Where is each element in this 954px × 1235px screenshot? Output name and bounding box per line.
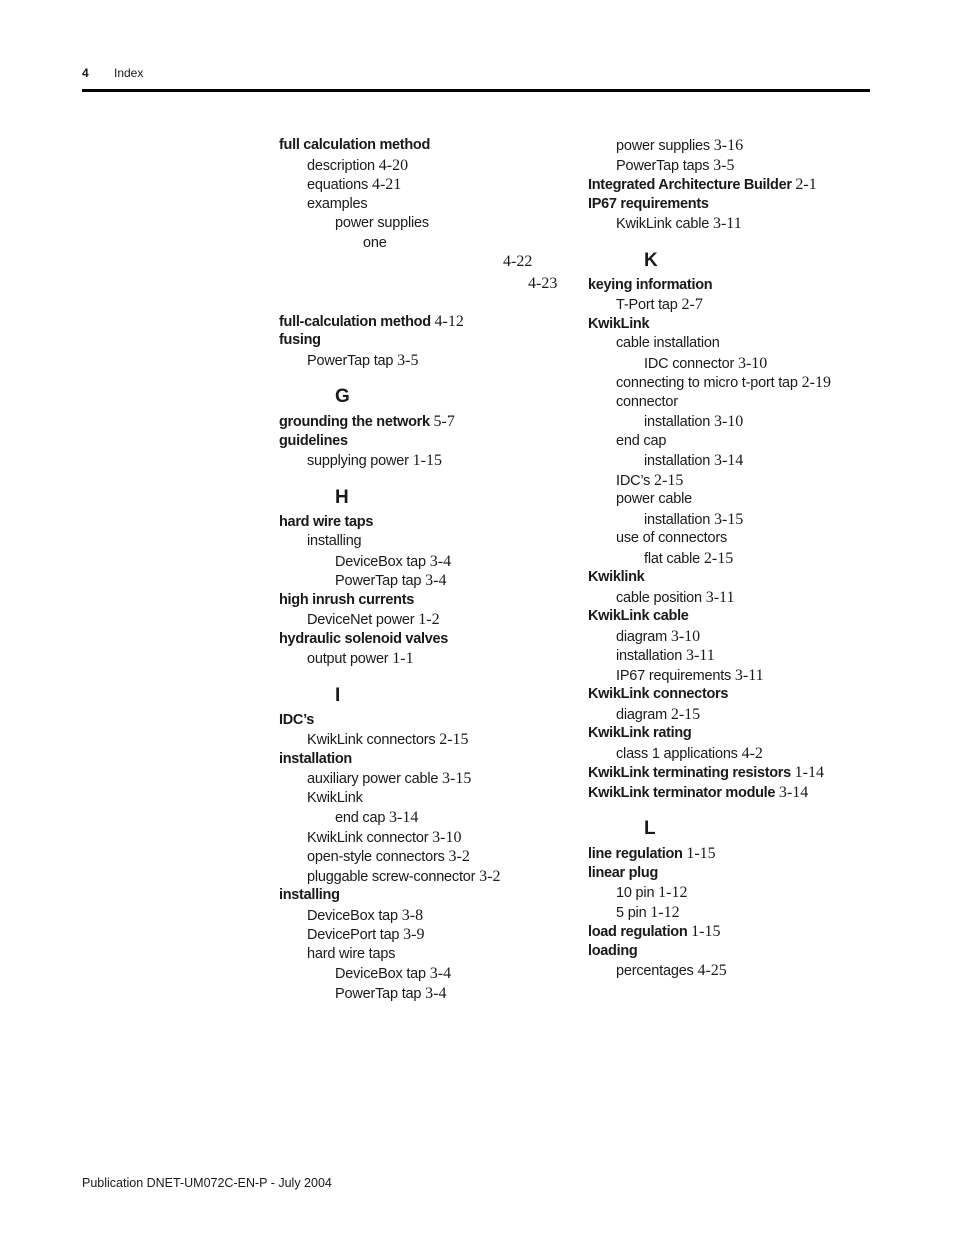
index-term: linear plug [588, 864, 659, 881]
index-subentry [616, 883, 687, 903]
index-term: KwikLink terminator module [588, 784, 776, 801]
index-page-ref: 1-2 [418, 611, 440, 628]
index-page-ref: 4-25 [697, 962, 727, 979]
index-term: load regulation [588, 924, 688, 940]
index-page-ref: 4-22 [503, 253, 533, 270]
section-title: Index [114, 66, 144, 80]
index-term: installation [279, 750, 352, 767]
index-subentry [616, 588, 734, 608]
index-entry [588, 724, 691, 743]
index-subentry [307, 175, 401, 195]
index-page-ref: 2-15 [654, 471, 684, 489]
index-term: examples [307, 195, 368, 212]
index-term: cable position [616, 589, 702, 606]
index-term: 10 pin [616, 885, 655, 901]
index-subentry [307, 610, 440, 630]
index-subentry [616, 529, 727, 548]
index-page-ref: 3-14 [713, 452, 744, 469]
index-subentry [335, 552, 451, 572]
index-page-ref: 1-1 [392, 650, 414, 667]
index-term: KwikLink [588, 315, 650, 332]
index-term: installation [644, 511, 711, 528]
index-term: end cap [616, 432, 667, 449]
index-subentry [307, 730, 469, 750]
index-page-ref: 3-5 [713, 156, 735, 174]
index-term: pluggable screw-connector [307, 868, 476, 885]
index-entry [588, 315, 649, 334]
index-entry [279, 312, 464, 332]
index-term: KwikLink terminating resistors [588, 765, 791, 781]
index-subentry [307, 945, 395, 964]
index-page-ref: 3-11 [734, 666, 764, 684]
index-subentry [616, 705, 700, 725]
index-entry [588, 195, 709, 214]
index-term: KwikLink rating [588, 725, 692, 741]
index-subentry [335, 214, 429, 233]
index-letter-heading: G [335, 386, 350, 407]
index-subentry [616, 627, 700, 647]
index-entry [588, 942, 637, 961]
index-entry [279, 886, 340, 905]
index-page-ref: 3-11 [685, 647, 715, 664]
index-entry [279, 591, 414, 610]
index-subentry [616, 393, 678, 412]
index-page-ref: 3-14 [389, 809, 419, 826]
index-subentry [307, 847, 470, 867]
index-term: DeviceBox tap [335, 966, 426, 982]
index-term: high inrush currents [279, 591, 414, 608]
index-page-ref: 4-20 [378, 156, 409, 174]
index-term: auxiliary power cable [307, 771, 439, 787]
index-subentry [616, 471, 683, 491]
index-subentry [335, 571, 446, 591]
index-letter-heading: K [644, 249, 658, 271]
index-page-ref: 2-19 [801, 374, 831, 391]
index-subentry [307, 532, 361, 551]
index-subentry [307, 925, 424, 945]
index-term: IDC’s [279, 711, 315, 728]
index-page-ref: 4-2 [741, 744, 763, 762]
index-term: DevicePort tap [307, 927, 400, 943]
index-subentry [363, 234, 387, 253]
index-term: installing [307, 533, 362, 549]
index-term: diagram [616, 628, 667, 645]
index-subentry [644, 451, 743, 471]
index-subentry [307, 649, 414, 669]
index-entry [588, 783, 808, 803]
index-entry [279, 412, 455, 432]
index-term: end cap [335, 810, 386, 826]
index-page-ref: 2-15 [439, 731, 469, 748]
index-term: DeviceBox tap [335, 553, 426, 570]
index-subentry [644, 510, 743, 530]
index-entry [588, 763, 824, 783]
index-page-ref: 4-12 [434, 312, 464, 330]
index-subentry [616, 295, 703, 315]
index-subentry [307, 351, 418, 371]
index-page-ref: 3-10 [432, 828, 462, 846]
header-rule [82, 89, 870, 92]
index-letter-heading: H [335, 486, 349, 508]
index-term: one [363, 234, 387, 251]
index-term: KwikLink connectors [588, 686, 729, 702]
index-subentry [307, 789, 363, 808]
index-page-ref: 2-1 [795, 176, 817, 193]
index-term: KwikLink cable [588, 608, 689, 624]
index-entry [588, 922, 720, 942]
index-page-ref: 3-10 [737, 354, 768, 372]
index-term: keying information [588, 276, 713, 293]
index-term: IP67 requirements [616, 667, 732, 684]
index-entry [279, 630, 448, 649]
index-subentry [335, 984, 446, 1004]
index-entry [588, 276, 712, 295]
index-subentry [616, 214, 742, 234]
index-subentry [616, 903, 680, 923]
index-entry [588, 607, 689, 626]
index-entry [588, 864, 658, 883]
index-page-ref: 1-12 [658, 884, 688, 901]
index-term: line regulation [588, 846, 683, 862]
index-subentry [644, 549, 733, 569]
index-page-ref: 1-15 [412, 452, 442, 469]
index-page-ref: 3-11 [705, 588, 735, 606]
index-term: full-calculation method [279, 313, 431, 330]
index-letter-heading: L [644, 818, 656, 839]
index-page-ref: 3-5 [397, 351, 419, 369]
index-entry [279, 432, 348, 451]
index-term: 5 pin [616, 904, 647, 921]
index-term: PowerTap tap [335, 985, 422, 1002]
index-term: use of connectors [616, 530, 728, 546]
index-term: PowerTap tap [307, 352, 394, 369]
index-term: installation [616, 648, 683, 664]
index-entry [279, 136, 430, 155]
index-term: IDC’s [616, 472, 651, 489]
index-term: PowerTap tap [335, 573, 422, 589]
index-entry [588, 844, 716, 864]
index-term: IDC connector [644, 355, 735, 372]
index-term: cable installation [616, 335, 720, 351]
index-term: output power [307, 651, 389, 667]
publication-footer: Publication DNET-UM072C-EN-P - July 2004 [82, 1176, 332, 1190]
index-page-ref: 4-23 [528, 275, 558, 292]
index-page-ref: 3-10 [670, 627, 701, 645]
index-page-ref: 3-4 [425, 572, 447, 589]
index-term: flat cable [644, 550, 701, 567]
index-page-ref: 3-4 [429, 552, 452, 570]
index-subentry [616, 136, 743, 156]
index-subentry [616, 373, 831, 393]
index-subentry [616, 334, 720, 353]
index-page-ref: 3-8 [401, 906, 424, 924]
index-term: hard wire taps [279, 513, 374, 530]
index-term: connecting to micro t-port tap [616, 375, 798, 391]
index-term: grounding the network [279, 414, 430, 430]
index-term: DeviceNet power [307, 612, 415, 628]
index-page-ref: 3-14 [778, 783, 809, 801]
index-subentry [644, 412, 743, 432]
index-subentry [616, 744, 763, 764]
index-entry [279, 750, 352, 769]
index-letter-heading: I [335, 684, 341, 706]
index-entry [279, 331, 321, 350]
index-entry [279, 711, 314, 730]
page-number: 4 [82, 66, 89, 80]
index-term: percentages [616, 963, 694, 979]
index-term: KwikLink [307, 789, 363, 806]
index-subentry [307, 156, 408, 176]
index-term: installing [279, 887, 340, 903]
index-term: class 1 applications [616, 745, 738, 762]
index-entry [588, 568, 644, 587]
index-entry [588, 175, 817, 195]
index-subentry [616, 961, 727, 981]
index-term: hard wire taps [307, 945, 396, 962]
index-page-ref: 3-2 [479, 867, 501, 885]
index-subentry [616, 490, 692, 509]
index-page-ref: 1-14 [794, 764, 824, 781]
index-term: DeviceBox tap [307, 907, 398, 924]
index-term: description [307, 157, 375, 174]
index-term: KwikLink connector [307, 829, 429, 846]
index-page-ref: 3-16 [713, 137, 744, 154]
index-page-ref: 1-12 [650, 903, 680, 921]
index-term: hydraulic solenoid valves [279, 630, 448, 647]
index-term: KwikLink connectors [307, 732, 436, 748]
index-subentry [644, 354, 767, 374]
index-term: power cable [616, 491, 692, 507]
index-page-ref: 3-4 [425, 984, 447, 1002]
index-term: IP67 requirements [588, 195, 709, 212]
index-subentry [307, 451, 442, 471]
index-term: power supplies [616, 138, 710, 154]
index-term: T-Port tap [616, 297, 678, 313]
index-term: Integrated Architecture Builder [588, 177, 792, 193]
index-page-ref: 3-15 [442, 770, 472, 787]
index-term: open-style connectors [307, 849, 445, 865]
index-term: Kwiklink [588, 569, 645, 585]
index-page-ref: 3-9 [403, 926, 425, 943]
index-page-ref: 4-21 [371, 176, 402, 193]
index-subentry [307, 769, 471, 789]
index-page-ref: 3-2 [448, 848, 470, 865]
index-page-ref: 2-15 [703, 549, 734, 567]
index-term: equations [307, 177, 369, 193]
index-term: installation [644, 453, 711, 469]
index-subentry [616, 432, 666, 451]
index-term: connector [616, 393, 678, 410]
index-page-ref: 2-7 [681, 296, 703, 313]
index-page-ref: 2-15 [670, 705, 701, 723]
index-subentry [307, 195, 367, 214]
index-page-ref: 3-10 [713, 413, 744, 430]
index-subentry [335, 964, 451, 984]
index-term: PowerTap taps [616, 157, 710, 174]
index-term: supplying power [307, 453, 409, 469]
index-page-ref: 3-4 [429, 965, 452, 982]
index-term: diagram [616, 706, 667, 723]
index-subentry [307, 867, 500, 887]
index-term: loading [588, 942, 638, 959]
index-subentry [307, 906, 423, 926]
index-term: fusing [279, 332, 321, 348]
index-page-ref: 5-7 [433, 413, 455, 430]
index-page-ref: 3-15 [713, 510, 744, 528]
index-term: power supplies [335, 215, 429, 231]
index-page-ref: 1-15 [686, 845, 716, 862]
index-term: guidelines [279, 432, 348, 449]
index-page-ref: 1-15 [691, 923, 721, 940]
index-term: installation [644, 414, 711, 430]
index-page-ref: 3-11 [712, 215, 742, 232]
index-entry [279, 513, 373, 532]
index-entry [588, 685, 728, 704]
index-term: KwikLink cable [616, 216, 710, 232]
index-subentry [616, 156, 735, 176]
index-term: full calculation method [279, 137, 431, 153]
index-subentry [616, 666, 764, 686]
index-subentry [335, 808, 418, 828]
index-subentry [307, 828, 462, 848]
index-subentry [616, 646, 715, 666]
